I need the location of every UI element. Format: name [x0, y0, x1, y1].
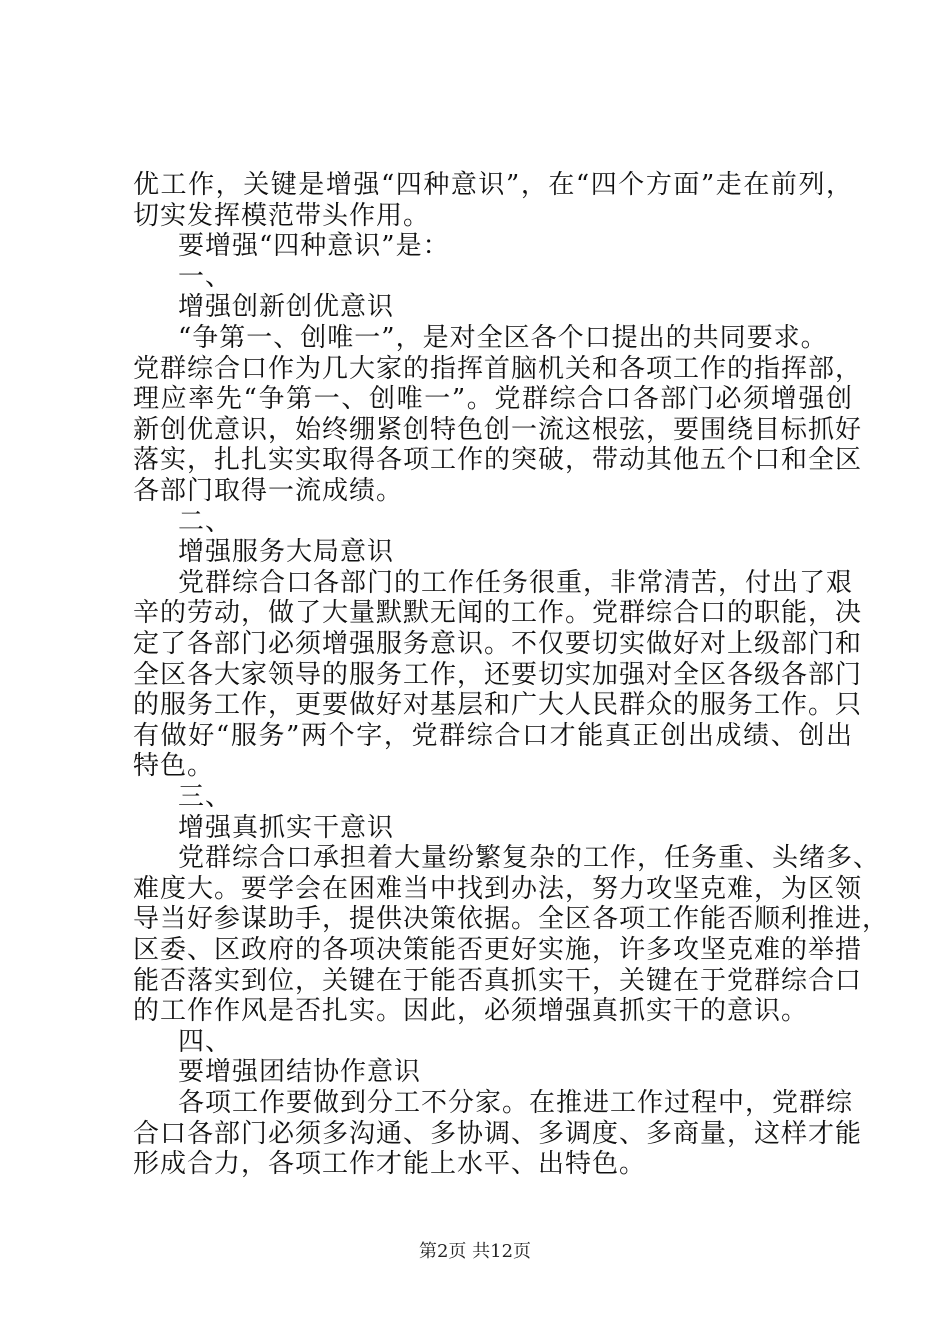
body-text-line: 全区各大家领导的服务工作，还要切实加强对全区各级各部门	[133, 659, 863, 690]
section-heading: 增强创新创优意识	[178, 292, 395, 323]
body-text-line: 区委、区政府的各项决策能否更好实施，许多攻坚克难的举措	[133, 935, 863, 965]
body-text-line: 导当好参谋助手，提供决策依据。全区各项工作能否顺利推进，	[133, 904, 890, 935]
body-text-line: 优工作，关键是增强“四种意识”，在“四个方面”走在前列，	[133, 170, 853, 200]
body-text-line: 落实，扎扎实实取得各项工作的突破，带动其他五个口和全区	[133, 445, 863, 476]
page-footer	[0, 1240, 950, 1264]
body-text-line: 难度大。要学会在困难当中找到办法，努力攻坚克难，为区领	[133, 873, 863, 904]
body-text-line: 党群综合口各部门的工作任务很重，非常清苦，付出了艰	[178, 567, 854, 598]
section-heading: 要增强团结协作意识	[178, 1057, 422, 1088]
body-text-line: 的服务工作，更要做好对基层和广大人民群众的服务工作。只	[133, 690, 863, 721]
body-text-line: 党群综合口承担着大量纷繁复杂的工作，任务重、头绪多、	[178, 843, 881, 874]
body-text-line: 特色。	[133, 751, 215, 782]
body-text-line: 有做好“服务”两个字，党群综合口才能真正创出成绩、创出	[133, 720, 853, 751]
body-text-line: 合口各部门必须多沟通、多协调、多调度、多商量，这样才能	[133, 1118, 863, 1149]
section-heading: 增强服务大局意识	[178, 537, 395, 568]
page-number-label: 第2页 共12页	[418, 1241, 532, 1262]
section-number: 四、	[178, 1026, 233, 1057]
body-text-line: 能否落实到位，关键在于能否真抓实干，关键在于党群综合口	[133, 965, 863, 996]
body-text-line: 辛的劳动，做了大量默默无闻的工作。党群综合口的职能，决	[133, 598, 863, 629]
body-text-line: 切实发挥模范带头作用。	[133, 200, 431, 231]
body-text-line: 各部门取得一流成绩。	[133, 476, 404, 506]
body-text-line: 形成合力，各项工作才能上水平、出特色。	[133, 1149, 647, 1180]
section-number: 二、	[178, 506, 233, 537]
body-text-line: 各项工作要做到分工不分家。在推进工作过程中，党群综	[178, 1088, 854, 1118]
body-text-line: “争第一、创唯一”，是对全区各个口提出的共同要求。	[178, 323, 828, 353]
body-text-line: 要增强“四种意识”是：	[178, 231, 450, 262]
body-text-line: 的工作作风是否扎实。因此，必须增强真抓实干的意识。	[133, 996, 809, 1027]
section-heading: 增强真抓实干意识	[178, 812, 395, 843]
body-text-line: 党群综合口作为几大家的指挥首脑机关和各项工作的指挥部，	[133, 353, 863, 384]
body-text-line: 理应率先“争第一、创唯一”。党群综合口各部门必须增强创	[133, 384, 853, 415]
body-text-line: 定了各部门必须增强服务意识。不仅要切实做好对上级部门和	[133, 629, 863, 659]
section-number: 三、	[178, 782, 233, 812]
section-number: 一、	[178, 261, 233, 292]
body-text-line: 新创优意识，始终绷紧创特色创一流这根弦，要围绕目标抓好	[133, 414, 863, 445]
